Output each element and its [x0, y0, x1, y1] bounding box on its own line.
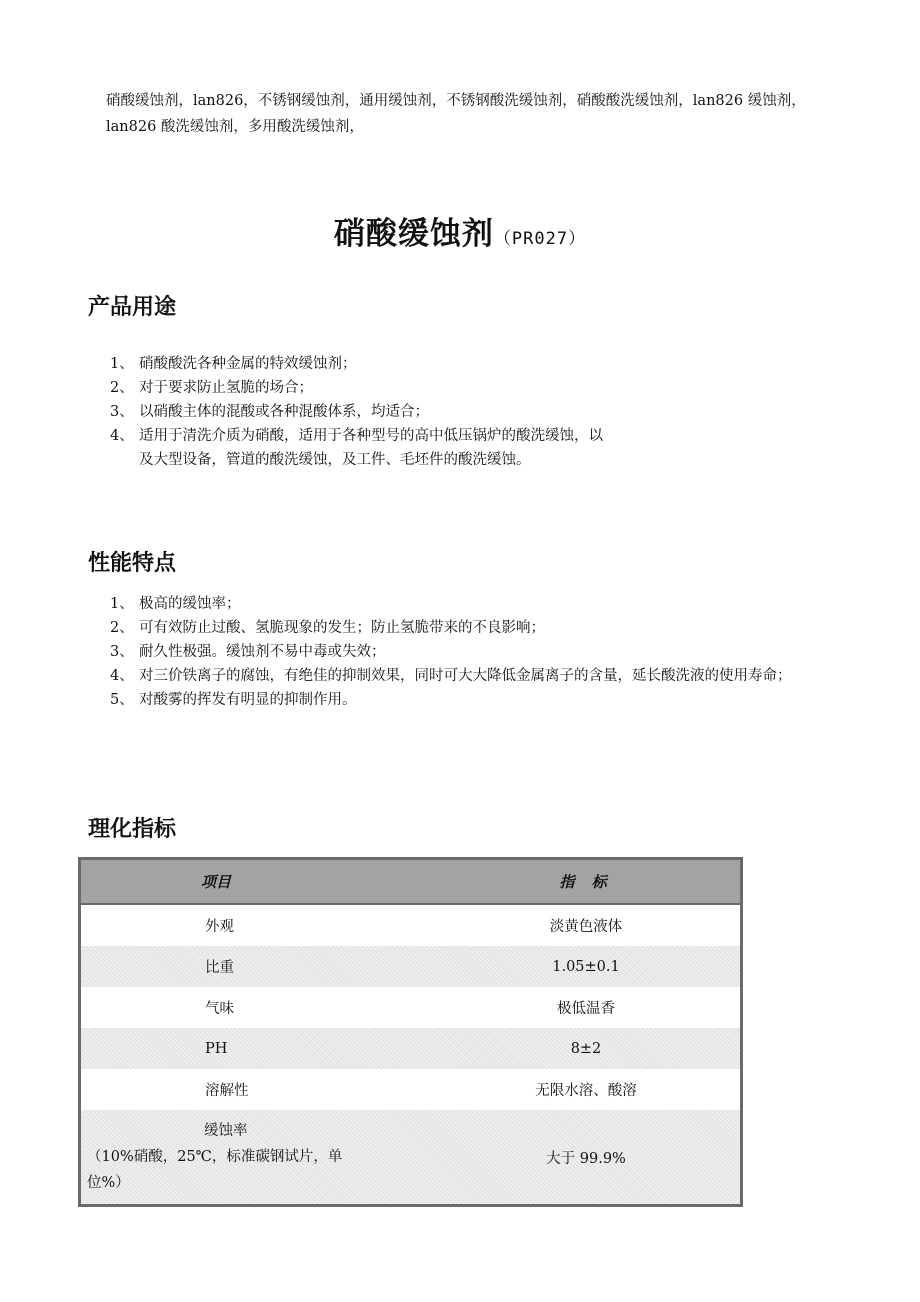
- usage-item-text: 硝酸酸洗各种金属的特效缓蚀剂；: [139, 356, 357, 372]
- usage-item-number: 3、: [110, 404, 134, 420]
- feature-item: [110, 592, 840, 616]
- row-value: 无限水溶、酸溶: [535, 1083, 637, 1099]
- features-heading: 性能特点: [88, 551, 177, 576]
- row-value: 极低温香: [557, 1001, 615, 1017]
- usage-list: [110, 352, 840, 472]
- row-item: 外观: [205, 919, 234, 935]
- feature-item-number: 1、: [110, 596, 134, 612]
- row-item: 缓蚀率: [204, 1123, 248, 1139]
- usage-item-number: 4、: [110, 428, 134, 444]
- feature-item: [110, 640, 840, 664]
- table-row: [80, 1028, 742, 1069]
- title-main: 硝酸缓蚀剂: [333, 216, 494, 252]
- usage-item-text: 适用于清洗介质为硝酸，适用于各种型号的高中低压锅炉的酸洗缓蚀，以及大型设备，管道的酸洗缓蚀，及工件、毛坯件的酸洗缓蚀。: [139, 428, 603, 468]
- column-header-value: 指 标: [383, 859, 742, 905]
- table-row: [80, 946, 742, 987]
- row-value: 淡黄色液体: [549, 919, 623, 935]
- row-item: 气味: [205, 1001, 234, 1017]
- specs-table: [78, 857, 743, 1207]
- table-row: [80, 987, 742, 1028]
- feature-item: [110, 616, 840, 640]
- feature-item-text: 极高的缓蚀率；: [139, 596, 241, 612]
- usage-item: [110, 376, 840, 400]
- feature-item-text: 对酸雾的挥发有明显的抑制作用。: [139, 692, 357, 708]
- table-row: [80, 1110, 742, 1206]
- row-item: 溶解性: [205, 1083, 249, 1099]
- feature-item-number: 4、: [110, 668, 134, 684]
- feature-item: [110, 688, 840, 712]
- row-item: 比重: [205, 960, 234, 976]
- column-header-item: 项目: [80, 859, 384, 905]
- usage-item: [110, 400, 840, 424]
- feature-item-number: 3、: [110, 644, 134, 660]
- feature-item-number: 5、: [110, 692, 134, 708]
- usage-item-text: 以硝酸主体的混酸或各种混酸体系，均适合；: [139, 404, 429, 420]
- usage-item: [110, 352, 840, 376]
- usage-heading: 产品用途: [88, 295, 177, 320]
- table-row: [80, 1069, 742, 1110]
- table-header-row: [80, 859, 742, 905]
- usage-item: [110, 424, 840, 472]
- table-row: [80, 904, 742, 946]
- feature-item: [110, 664, 840, 688]
- row-value: 8±2: [383, 1028, 742, 1069]
- row-value: 大于 99.9%: [383, 1110, 742, 1206]
- row-item-note: （10%硝酸，25℃，标准碳钢试片，单位%）: [87, 1149, 343, 1191]
- usage-item-text: 对于要求防止氢脆的场合；: [139, 380, 313, 396]
- feature-item-text: 耐久性极强。缓蚀剂不易中毒或失效；: [139, 644, 386, 660]
- usage-item-number: 2、: [110, 380, 134, 396]
- features-list: [110, 592, 840, 712]
- feature-item-number: 2、: [110, 620, 134, 636]
- feature-item-text: 可有效防止过酸、氢脆现象的发生；防止氢脆带来的不良影响；: [139, 620, 545, 636]
- row-value: 1.05±0.1: [383, 946, 742, 987]
- feature-item-text: 对三价铁离子的腐蚀，有绝佳的抑制效果，同时可大大降低金属离子的含量，延长酸洗液的使用寿命；: [139, 668, 792, 684]
- row-item: PH: [205, 1040, 228, 1057]
- specs-heading: 理化指标: [88, 817, 177, 842]
- title-code: （PR027）: [493, 229, 587, 249]
- usage-item-number: 1、: [110, 356, 134, 372]
- document-title: [0, 208, 920, 253]
- keywords-paragraph: 硝酸缓蚀剂，lan826，不锈钢缓蚀剂，通用缓蚀剂，不锈钢酸洗缓蚀剂，硝酸酸洗缓蚀剂，lan826 缓蚀剂，lan826 酸洗缓蚀剂，多用酸洗缓蚀剂，: [106, 93, 806, 135]
